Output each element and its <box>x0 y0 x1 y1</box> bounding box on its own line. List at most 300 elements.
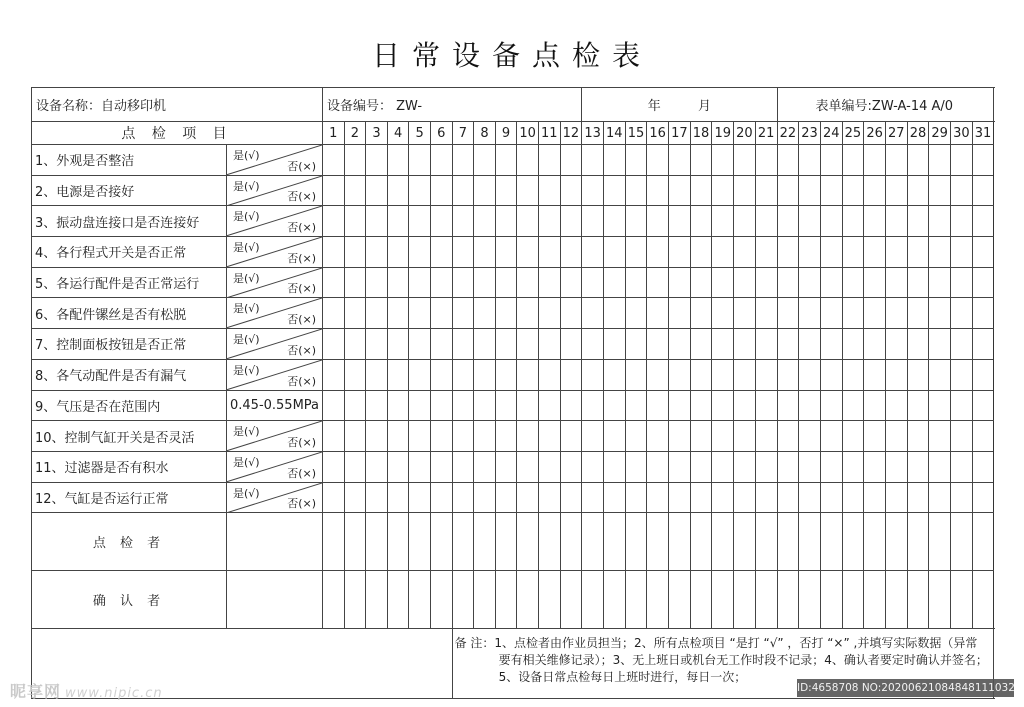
day-check-cell[interactable] <box>387 359 409 390</box>
day-check-cell[interactable] <box>799 451 821 482</box>
day-check-cell[interactable] <box>712 359 734 390</box>
day-check-cell[interactable] <box>452 145 474 176</box>
day-check-cell[interactable] <box>972 145 994 176</box>
day-check-cell[interactable] <box>712 267 734 298</box>
signature-cell[interactable] <box>755 513 777 571</box>
day-check-cell[interactable] <box>799 421 821 452</box>
day-check-cell[interactable] <box>647 390 669 421</box>
day-check-cell[interactable] <box>799 145 821 176</box>
day-check-cell[interactable] <box>495 482 517 513</box>
day-check-cell[interactable] <box>517 267 539 298</box>
day-check-cell[interactable] <box>430 237 452 268</box>
day-check-cell[interactable] <box>929 482 951 513</box>
day-check-cell[interactable] <box>647 329 669 360</box>
signature-cell[interactable] <box>495 513 517 571</box>
day-check-cell[interactable] <box>929 145 951 176</box>
day-check-cell[interactable] <box>366 267 388 298</box>
day-check-cell[interactable] <box>603 267 625 298</box>
day-check-cell[interactable] <box>755 421 777 452</box>
signature-cell[interactable] <box>864 571 886 629</box>
day-check-cell[interactable] <box>755 145 777 176</box>
day-check-cell[interactable] <box>366 206 388 237</box>
day-check-cell[interactable] <box>972 175 994 206</box>
day-check-cell[interactable] <box>951 329 973 360</box>
day-check-cell[interactable] <box>517 359 539 390</box>
day-check-cell[interactable] <box>755 329 777 360</box>
day-check-cell[interactable] <box>495 329 517 360</box>
signature-cell[interactable] <box>799 571 821 629</box>
day-check-cell[interactable] <box>972 329 994 360</box>
day-check-cell[interactable] <box>734 359 756 390</box>
day-check-cell[interactable] <box>864 451 886 482</box>
day-check-cell[interactable] <box>647 237 669 268</box>
signature-cell[interactable] <box>323 571 345 629</box>
day-check-cell[interactable] <box>734 237 756 268</box>
day-check-cell[interactable] <box>560 145 582 176</box>
day-check-cell[interactable] <box>495 206 517 237</box>
day-check-cell[interactable] <box>323 359 345 390</box>
day-check-cell[interactable] <box>387 237 409 268</box>
signature-cell[interactable] <box>647 513 669 571</box>
day-check-cell[interactable] <box>755 482 777 513</box>
day-check-cell[interactable] <box>951 298 973 329</box>
signature-cell[interactable] <box>907 571 929 629</box>
day-check-cell[interactable] <box>669 421 691 452</box>
day-check-cell[interactable] <box>344 482 366 513</box>
day-check-cell[interactable] <box>409 451 431 482</box>
day-check-cell[interactable] <box>625 359 647 390</box>
day-check-cell[interactable] <box>799 206 821 237</box>
day-check-cell[interactable] <box>972 359 994 390</box>
signature-cell[interactable] <box>669 571 691 629</box>
day-check-cell[interactable] <box>777 451 799 482</box>
day-check-cell[interactable] <box>951 267 973 298</box>
day-check-cell[interactable] <box>625 298 647 329</box>
day-check-cell[interactable] <box>323 390 345 421</box>
day-check-cell[interactable] <box>582 267 604 298</box>
signature-cell[interactable] <box>755 571 777 629</box>
day-check-cell[interactable] <box>625 390 647 421</box>
day-check-cell[interactable] <box>929 390 951 421</box>
day-check-cell[interactable] <box>560 359 582 390</box>
signature-cell[interactable] <box>366 571 388 629</box>
day-check-cell[interactable] <box>712 206 734 237</box>
day-check-cell[interactable] <box>669 390 691 421</box>
day-check-cell[interactable] <box>344 390 366 421</box>
day-check-cell[interactable] <box>582 329 604 360</box>
day-check-cell[interactable] <box>517 237 539 268</box>
day-check-cell[interactable] <box>323 451 345 482</box>
day-check-cell[interactable] <box>452 482 474 513</box>
day-check-cell[interactable] <box>690 206 712 237</box>
day-check-cell[interactable] <box>323 175 345 206</box>
day-check-cell[interactable] <box>387 267 409 298</box>
signature-cell[interactable] <box>820 571 842 629</box>
day-check-cell[interactable] <box>820 267 842 298</box>
day-check-cell[interactable] <box>603 421 625 452</box>
day-check-cell[interactable] <box>323 206 345 237</box>
day-check-cell[interactable] <box>929 237 951 268</box>
day-check-cell[interactable] <box>560 175 582 206</box>
day-check-cell[interactable] <box>755 390 777 421</box>
day-check-cell[interactable] <box>907 451 929 482</box>
day-check-cell[interactable] <box>690 237 712 268</box>
day-check-cell[interactable] <box>820 359 842 390</box>
day-check-cell[interactable] <box>538 482 560 513</box>
day-check-cell[interactable] <box>842 145 864 176</box>
day-check-cell[interactable] <box>777 206 799 237</box>
signature-cell[interactable] <box>864 513 886 571</box>
day-check-cell[interactable] <box>842 206 864 237</box>
day-check-cell[interactable] <box>972 482 994 513</box>
day-check-cell[interactable] <box>690 298 712 329</box>
day-check-cell[interactable] <box>842 329 864 360</box>
day-check-cell[interactable] <box>864 390 886 421</box>
day-check-cell[interactable] <box>603 482 625 513</box>
day-check-cell[interactable] <box>452 359 474 390</box>
day-check-cell[interactable] <box>538 421 560 452</box>
day-check-cell[interactable] <box>820 175 842 206</box>
signature-cell[interactable] <box>907 513 929 571</box>
day-check-cell[interactable] <box>538 267 560 298</box>
day-check-cell[interactable] <box>647 145 669 176</box>
day-check-cell[interactable] <box>777 175 799 206</box>
day-check-cell[interactable] <box>495 237 517 268</box>
day-check-cell[interactable] <box>387 451 409 482</box>
day-check-cell[interactable] <box>582 145 604 176</box>
day-check-cell[interactable] <box>366 145 388 176</box>
day-check-cell[interactable] <box>777 390 799 421</box>
day-check-cell[interactable] <box>474 298 496 329</box>
signature-cell[interactable] <box>712 571 734 629</box>
day-check-cell[interactable] <box>951 145 973 176</box>
day-check-cell[interactable] <box>603 359 625 390</box>
day-check-cell[interactable] <box>820 482 842 513</box>
day-check-cell[interactable] <box>560 390 582 421</box>
day-check-cell[interactable] <box>951 237 973 268</box>
day-check-cell[interactable] <box>603 451 625 482</box>
day-check-cell[interactable] <box>690 175 712 206</box>
day-check-cell[interactable] <box>323 237 345 268</box>
day-check-cell[interactable] <box>734 451 756 482</box>
day-check-cell[interactable] <box>366 482 388 513</box>
day-check-cell[interactable] <box>452 237 474 268</box>
day-check-cell[interactable] <box>344 206 366 237</box>
day-check-cell[interactable] <box>474 145 496 176</box>
signature-cell[interactable] <box>387 513 409 571</box>
day-check-cell[interactable] <box>366 359 388 390</box>
day-check-cell[interactable] <box>734 298 756 329</box>
signature-cell[interactable] <box>409 513 431 571</box>
day-check-cell[interactable] <box>582 421 604 452</box>
day-check-cell[interactable] <box>951 359 973 390</box>
day-check-cell[interactable] <box>582 451 604 482</box>
day-check-cell[interactable] <box>799 175 821 206</box>
signature-cell[interactable] <box>474 571 496 629</box>
signature-cell[interactable] <box>712 513 734 571</box>
day-check-cell[interactable] <box>820 421 842 452</box>
day-check-cell[interactable] <box>669 329 691 360</box>
signature-cell[interactable] <box>409 571 431 629</box>
day-check-cell[interactable] <box>582 390 604 421</box>
signature-cell[interactable] <box>323 513 345 571</box>
signature-cell[interactable] <box>495 571 517 629</box>
day-check-cell[interactable] <box>755 359 777 390</box>
signature-cell[interactable] <box>452 571 474 629</box>
day-check-cell[interactable] <box>734 267 756 298</box>
day-check-cell[interactable] <box>734 482 756 513</box>
day-check-cell[interactable] <box>799 390 821 421</box>
day-check-cell[interactable] <box>842 298 864 329</box>
day-check-cell[interactable] <box>603 329 625 360</box>
day-check-cell[interactable] <box>625 421 647 452</box>
signature-cell[interactable] <box>777 513 799 571</box>
day-check-cell[interactable] <box>690 359 712 390</box>
day-check-cell[interactable] <box>538 390 560 421</box>
day-check-cell[interactable] <box>625 145 647 176</box>
day-check-cell[interactable] <box>690 421 712 452</box>
day-check-cell[interactable] <box>387 421 409 452</box>
day-check-cell[interactable] <box>907 482 929 513</box>
day-check-cell[interactable] <box>495 267 517 298</box>
day-check-cell[interactable] <box>430 451 452 482</box>
device-name-cell[interactable] <box>32 88 323 122</box>
day-check-cell[interactable] <box>495 298 517 329</box>
day-check-cell[interactable] <box>366 421 388 452</box>
day-check-cell[interactable] <box>734 329 756 360</box>
day-check-cell[interactable] <box>820 329 842 360</box>
day-check-cell[interactable] <box>951 421 973 452</box>
day-check-cell[interactable] <box>885 359 907 390</box>
day-check-cell[interactable] <box>799 482 821 513</box>
signature-cell[interactable] <box>538 513 560 571</box>
signature-cell[interactable] <box>452 513 474 571</box>
day-check-cell[interactable] <box>495 390 517 421</box>
day-check-cell[interactable] <box>560 237 582 268</box>
day-check-cell[interactable] <box>603 237 625 268</box>
day-check-cell[interactable] <box>951 206 973 237</box>
day-check-cell[interactable] <box>452 329 474 360</box>
day-check-cell[interactable] <box>430 482 452 513</box>
day-check-cell[interactable] <box>344 267 366 298</box>
day-check-cell[interactable] <box>603 206 625 237</box>
day-check-cell[interactable] <box>344 298 366 329</box>
day-check-cell[interactable] <box>474 237 496 268</box>
day-check-cell[interactable] <box>755 206 777 237</box>
day-check-cell[interactable] <box>538 298 560 329</box>
signature-cell[interactable] <box>885 513 907 571</box>
day-check-cell[interactable] <box>474 175 496 206</box>
day-check-cell[interactable] <box>560 421 582 452</box>
day-check-cell[interactable] <box>344 329 366 360</box>
day-check-cell[interactable] <box>517 206 539 237</box>
day-check-cell[interactable] <box>430 145 452 176</box>
day-check-cell[interactable] <box>734 390 756 421</box>
day-check-cell[interactable] <box>669 359 691 390</box>
day-check-cell[interactable] <box>366 329 388 360</box>
day-check-cell[interactable] <box>538 175 560 206</box>
day-check-cell[interactable] <box>603 145 625 176</box>
day-check-cell[interactable] <box>647 175 669 206</box>
day-check-cell[interactable] <box>842 237 864 268</box>
day-check-cell[interactable] <box>409 267 431 298</box>
day-check-cell[interactable] <box>864 359 886 390</box>
day-check-cell[interactable] <box>517 390 539 421</box>
day-check-cell[interactable] <box>430 206 452 237</box>
day-check-cell[interactable] <box>929 298 951 329</box>
day-check-cell[interactable] <box>972 206 994 237</box>
day-check-cell[interactable] <box>669 451 691 482</box>
signature-cell[interactable] <box>929 513 951 571</box>
signature-cell[interactable] <box>538 571 560 629</box>
day-check-cell[interactable] <box>344 237 366 268</box>
signature-cell[interactable] <box>842 571 864 629</box>
day-check-cell[interactable] <box>495 175 517 206</box>
day-check-cell[interactable] <box>929 206 951 237</box>
day-check-cell[interactable] <box>625 267 647 298</box>
day-check-cell[interactable] <box>603 298 625 329</box>
day-check-cell[interactable] <box>474 329 496 360</box>
day-check-cell[interactable] <box>799 359 821 390</box>
day-check-cell[interactable] <box>951 390 973 421</box>
day-check-cell[interactable] <box>820 206 842 237</box>
day-check-cell[interactable] <box>647 482 669 513</box>
day-check-cell[interactable] <box>517 451 539 482</box>
day-check-cell[interactable] <box>495 359 517 390</box>
day-check-cell[interactable] <box>669 206 691 237</box>
day-check-cell[interactable] <box>690 267 712 298</box>
signature-cell[interactable] <box>582 513 604 571</box>
day-check-cell[interactable] <box>885 298 907 329</box>
day-check-cell[interactable] <box>366 175 388 206</box>
day-check-cell[interactable] <box>647 267 669 298</box>
day-check-cell[interactable] <box>387 298 409 329</box>
day-check-cell[interactable] <box>885 237 907 268</box>
day-check-cell[interactable] <box>538 206 560 237</box>
day-check-cell[interactable] <box>452 298 474 329</box>
day-check-cell[interactable] <box>409 175 431 206</box>
day-check-cell[interactable] <box>864 145 886 176</box>
day-check-cell[interactable] <box>820 145 842 176</box>
day-check-cell[interactable] <box>929 267 951 298</box>
day-check-cell[interactable] <box>907 175 929 206</box>
day-check-cell[interactable] <box>929 175 951 206</box>
day-check-cell[interactable] <box>929 451 951 482</box>
day-check-cell[interactable] <box>323 267 345 298</box>
day-check-cell[interactable] <box>907 390 929 421</box>
day-check-cell[interactable] <box>690 482 712 513</box>
day-check-cell[interactable] <box>712 175 734 206</box>
day-check-cell[interactable] <box>755 298 777 329</box>
signature-cell[interactable] <box>430 571 452 629</box>
day-check-cell[interactable] <box>712 390 734 421</box>
day-check-cell[interactable] <box>799 298 821 329</box>
signature-cell[interactable] <box>734 571 756 629</box>
day-check-cell[interactable] <box>474 206 496 237</box>
day-check-cell[interactable] <box>452 267 474 298</box>
day-check-cell[interactable] <box>430 421 452 452</box>
signature-cell[interactable] <box>885 571 907 629</box>
day-check-cell[interactable] <box>582 206 604 237</box>
signature-cell[interactable] <box>625 513 647 571</box>
day-check-cell[interactable] <box>864 482 886 513</box>
signature-cell[interactable] <box>647 571 669 629</box>
day-check-cell[interactable] <box>538 451 560 482</box>
day-check-cell[interactable] <box>452 206 474 237</box>
day-check-cell[interactable] <box>972 390 994 421</box>
signature-cell[interactable] <box>734 513 756 571</box>
day-check-cell[interactable] <box>907 298 929 329</box>
day-check-cell[interactable] <box>647 421 669 452</box>
day-check-cell[interactable] <box>387 145 409 176</box>
day-check-cell[interactable] <box>712 329 734 360</box>
day-check-cell[interactable] <box>907 237 929 268</box>
day-check-cell[interactable] <box>972 298 994 329</box>
day-check-cell[interactable] <box>907 267 929 298</box>
signature-cell[interactable] <box>972 571 994 629</box>
day-check-cell[interactable] <box>669 175 691 206</box>
day-check-cell[interactable] <box>625 206 647 237</box>
signature-cell[interactable] <box>820 513 842 571</box>
device-no-cell[interactable] <box>323 88 582 122</box>
day-check-cell[interactable] <box>474 267 496 298</box>
day-check-cell[interactable] <box>929 359 951 390</box>
day-check-cell[interactable] <box>712 298 734 329</box>
day-check-cell[interactable] <box>409 237 431 268</box>
day-check-cell[interactable] <box>647 359 669 390</box>
day-check-cell[interactable] <box>560 329 582 360</box>
signature-cell[interactable] <box>972 513 994 571</box>
day-check-cell[interactable] <box>777 145 799 176</box>
signature-cell[interactable] <box>387 571 409 629</box>
day-check-cell[interactable] <box>560 298 582 329</box>
day-check-cell[interactable] <box>517 421 539 452</box>
day-check-cell[interactable] <box>582 175 604 206</box>
day-check-cell[interactable] <box>864 421 886 452</box>
day-check-cell[interactable] <box>690 145 712 176</box>
day-check-cell[interactable] <box>344 175 366 206</box>
day-check-cell[interactable] <box>842 390 864 421</box>
signature-cell[interactable] <box>582 571 604 629</box>
day-check-cell[interactable] <box>885 206 907 237</box>
day-check-cell[interactable] <box>647 298 669 329</box>
day-check-cell[interactable] <box>669 482 691 513</box>
day-check-cell[interactable] <box>474 482 496 513</box>
day-check-cell[interactable] <box>430 267 452 298</box>
day-check-cell[interactable] <box>777 359 799 390</box>
day-check-cell[interactable] <box>951 175 973 206</box>
day-check-cell[interactable] <box>344 359 366 390</box>
day-check-cell[interactable] <box>409 482 431 513</box>
day-check-cell[interactable] <box>734 206 756 237</box>
day-check-cell[interactable] <box>323 421 345 452</box>
day-check-cell[interactable] <box>734 145 756 176</box>
day-check-cell[interactable] <box>972 237 994 268</box>
day-check-cell[interactable] <box>734 421 756 452</box>
signature-cell[interactable] <box>517 513 539 571</box>
day-check-cell[interactable] <box>366 298 388 329</box>
day-check-cell[interactable] <box>582 237 604 268</box>
day-check-cell[interactable] <box>972 267 994 298</box>
day-check-cell[interactable] <box>712 145 734 176</box>
day-check-cell[interactable] <box>538 329 560 360</box>
day-check-cell[interactable] <box>777 421 799 452</box>
day-check-cell[interactable] <box>885 267 907 298</box>
day-check-cell[interactable] <box>452 451 474 482</box>
day-check-cell[interactable] <box>951 482 973 513</box>
day-check-cell[interactable] <box>474 421 496 452</box>
day-check-cell[interactable] <box>885 175 907 206</box>
